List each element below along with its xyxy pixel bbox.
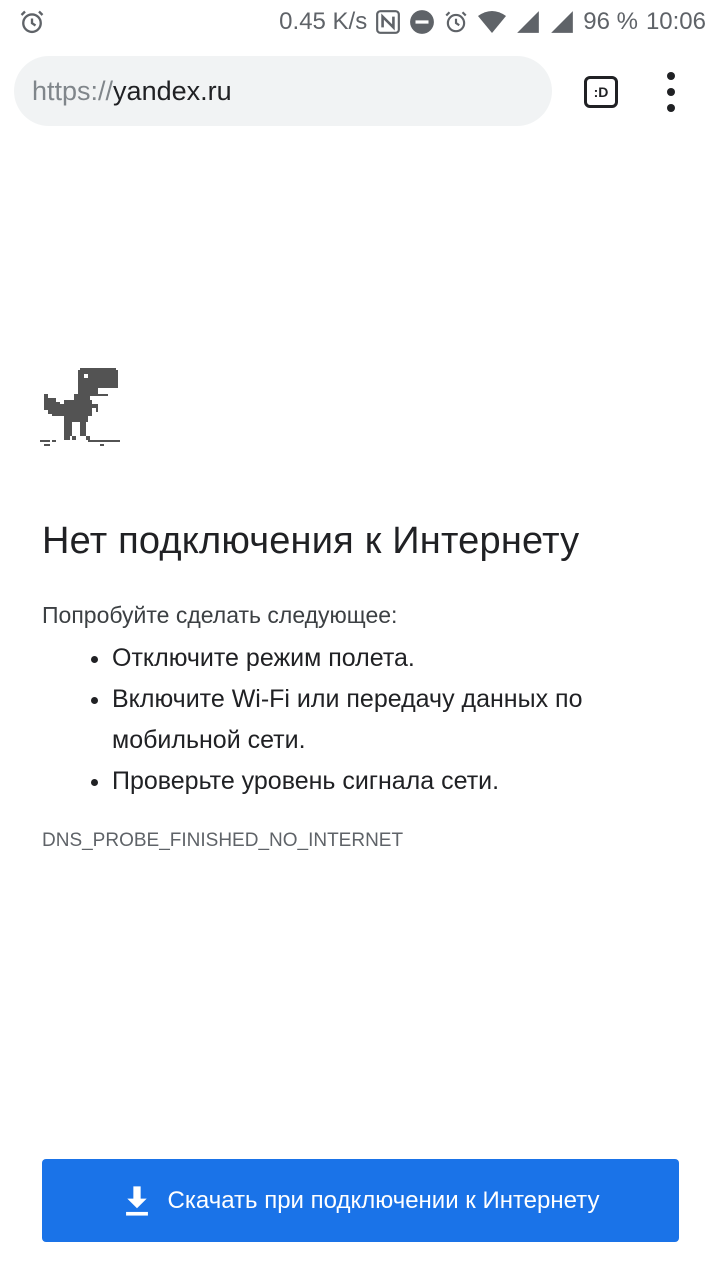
download-later-button[interactable] (42, 1159, 679, 1242)
menu-dot (667, 104, 675, 112)
network-speed: 0.45 K/s (279, 8, 368, 35)
list-item: • Отключите режим полета. (112, 638, 642, 679)
browser-toolbar (0, 44, 720, 140)
overflow-menu-button[interactable] (654, 72, 688, 112)
wifi-icon (477, 9, 507, 35)
address-bar[interactable] (14, 56, 552, 126)
menu-dot (667, 72, 675, 80)
alarm-icon (18, 8, 46, 36)
do-not-disturb-icon (409, 9, 435, 35)
offline-dino-icon[interactable] (40, 366, 122, 451)
menu-dot (667, 88, 675, 96)
url-host: yandex.ru (113, 75, 232, 106)
status-bar (0, 0, 720, 44)
alarm-icon (443, 9, 469, 35)
suggestions-intro: Попробуйте сделать следующее: (42, 602, 398, 628)
clock: 10:06 (645, 8, 706, 35)
list-item: • Включите Wi-Fi или передачу данных по мобильной сети. (112, 679, 642, 761)
download-icon (122, 1184, 152, 1218)
suggestions-list (42, 638, 642, 802)
page-title: Нет подключения к Интернету (42, 520, 580, 562)
nfc-icon (375, 9, 401, 35)
signal-icon (549, 9, 575, 35)
url-scheme: https:// (32, 75, 114, 106)
error-code: DNS_PROBE_FINISHED_NO_INTERNET (42, 830, 404, 851)
signal-icon (515, 9, 541, 35)
download-button-label: Скачать при подключении к Интернету (167, 1186, 600, 1214)
tab-switcher-button[interactable]: :D (584, 76, 618, 108)
battery-level: 96 % (583, 8, 638, 35)
list-item: • Проверьте уровень сигнала сети. (112, 761, 642, 802)
